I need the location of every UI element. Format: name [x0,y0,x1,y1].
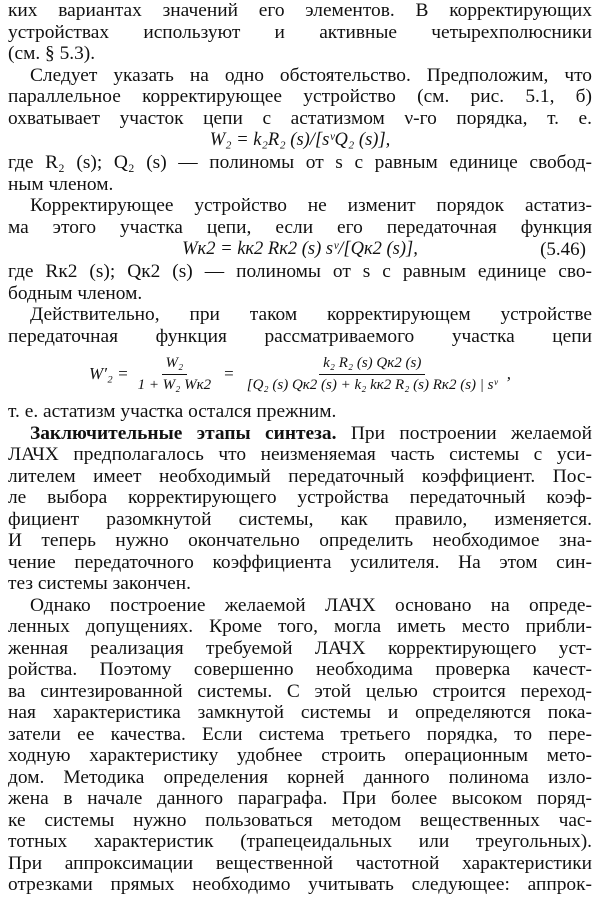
text-line: Следует указать на одно обстоятельство. Предположим, что [30,64,592,86]
formula-w2 [8,129,592,152]
text-line: Корректирующее устройство не изменит порядок астатиз- [30,195,592,216]
text-line: ле выбора корректирующего устройства передаточный коэф- [8,487,592,508]
text-line: параллельное корректирующее устройство (см. рис. 5.1, б) [8,86,592,107]
text-line: ких вариантах значений его элементов. В корректирующих [8,0,592,21]
section-heading: Заключительные этапы синтеза. [30,422,337,444]
text-line: т. е. астатизм участка остался прежним. [8,401,337,422]
formula-lhs: W′₂ = [89,364,129,383]
text-line: И теперь нужно окончательно определить необходимое зна- [8,530,592,551]
text-line: фициент разомкнутой системы, как правило, изменяется. [8,508,592,530]
text-line: ройства. Поэтому совершенно необходима проверка качест- [8,659,592,680]
text-line: тез системы закончен. [8,573,191,594]
text-line: жена в начале данного параграфа. При более высоком поряд- [8,788,592,809]
text-line: ке системы нужно пользоваться методом вещественных час- [8,809,592,831]
text-line: охватывает участок цепи с астатизмом ν-го порядка, т. е. [8,107,592,129]
text-line: бодным членом. [8,282,143,304]
formula-text: Wк2 = kк2 Rк2 (s) sᵛ/[Qк2 (s)], [182,239,418,259]
equals-sign: = [224,364,234,383]
text-line: затели ее качества. Если система третьего порядка, то пере- [8,723,592,745]
text-line: ным членом. [8,173,114,195]
fraction-denominator: 1 + W₂ Wк2 [137,376,212,393]
text-line: ма этого участка цепи, если его передаточная функция [8,216,592,238]
text-line: ходную характеристику удобнее строить операционным мето- [8,745,592,766]
text-line: тотных характеристик (трапецеидальных или треугольных). [8,831,592,852]
text-line: ная характеристика замкнутой системы и определяются пока- [8,702,592,723]
fraction-numerator: k₂ R₂ (s) Qк2 (s) [319,355,425,375]
fraction-1 [134,355,216,394]
text-line: дом. Методика определения корней данного полинома изло- [8,766,592,788]
text-line: отрезками прямых необходимо учитывать следующее: аппрок- [8,874,592,895]
text-line: ленных допущениях. Кроме того, могла иметь место прибли- [8,616,592,637]
fraction-numerator: W₂ [162,355,188,375]
text-line: (см. § 5.3). [8,43,96,64]
formula-wk2 [8,238,592,261]
text-line: Однако построение желаемой ЛАЧХ основано на опреде- [30,594,592,616]
equation-number: (5.46) [540,238,586,260]
text-line: лителем имеет необходимый передаточный коэффициент. Пос- [8,465,592,487]
text-line: где Rк2 (s); Qк2 (s) — полиномы от s с равным единице сво- [8,261,592,282]
text-fragment: При построении желаемой [336,422,592,444]
formula-w2-prime [8,347,592,401]
text-line: женная реализация требуемой ЛАЧХ корректирующего уст- [8,637,592,659]
text-line: ва синтезированной системы. С этой целью строится переход- [8,680,592,702]
text-line: При аппроксимации вещественной частотной характеристики [8,852,592,874]
text-line: устройствах используют и активные четырехполюсники [8,21,592,43]
formula-text: W₂ = k₂R₂ (s)/[sᵛQ₂ (s)], [209,130,391,150]
text-line: чение передаточного коэффициента усилителя. На этом син- [8,551,592,573]
text-line: где R₂ (s); Q₂ (s) — полиномы от s с равным единице свобод- [8,152,592,173]
text-line [8,423,592,445]
fraction-denominator: [Q₂ (s) Qк2 (s) + k₂ kк2 R₂ (s) Rк2 (s) | sᵛ [246,376,498,393]
text-line: ЛАЧХ предполагалось что неизменяемая часть системы с уси- [8,444,592,465]
text-line: Действительно, при таком корректирующем устройстве [30,304,592,325]
formula-comma: , [506,364,511,383]
fraction-2 [243,355,502,394]
text-line: передаточная функция рассматриваемого участка цепи [8,325,592,347]
